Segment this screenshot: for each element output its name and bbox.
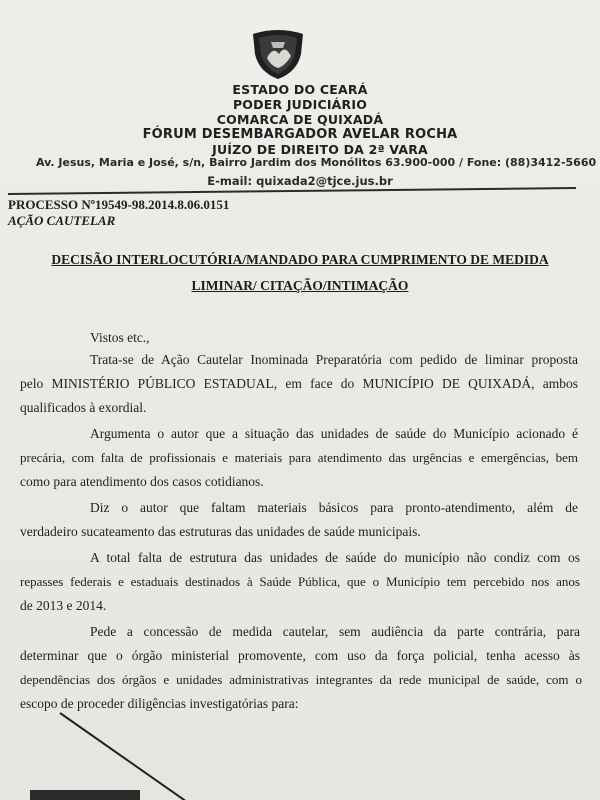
body-line: Argumenta o autor que a situação das unidades de saúde do Município acionado é <box>90 426 578 441</box>
decision-title-line1: DECISÃO INTERLOCUTÓRIA/MANDADO PARA CUMPRIMENTO DE MEDIDA <box>51 252 549 267</box>
header-state: ESTADO DO CEARÁ <box>232 82 368 97</box>
body-line: Vistos etc., <box>90 330 150 345</box>
body-line: de 2013 e 2014. <box>20 598 107 613</box>
header-comarca: COMARCA DE QUIXADÁ <box>216 112 384 127</box>
body-line: verdadeiro sucateamento das estruturas das unidades de saúde municipais. <box>20 524 421 539</box>
body-line: pelo MINISTÉRIO PÚBLICO ESTADUAL, em face do MUNICÍPIO DE QUIXADÁ, ambos <box>20 376 578 391</box>
body-line: dependências dos órgãos e unidades administrativas integrantes da rede municipal de saúde, com o <box>20 672 582 687</box>
header-divider <box>8 187 576 195</box>
header-address: Av. Jesus, Maria e José, s/n, Bairro Jardim dos Monólitos 63.900-000 / Fone: (88)3412-5660 <box>36 156 597 169</box>
case-type: AÇÃO CAUTELAR <box>8 213 116 228</box>
coat-of-arms-icon <box>249 28 307 80</box>
case-number: PROCESSO Nº19549-98.2014.8.06.0151 <box>8 197 230 212</box>
header-power: PODER JUDICIÁRIO <box>232 97 368 112</box>
body-line: repasses federais e estaduais destinados à Saúde Pública, que o Município tem percebido nos anos <box>20 574 580 589</box>
header-court: JUÍZO DE DIREITO DA 2ª VARA <box>212 142 428 157</box>
body-line: escopo de proceder diligências investigatórias para: <box>20 696 299 711</box>
decision-title-line2: LIMINAR/ CITAÇÃO/INTIMAÇÃO <box>191 278 409 293</box>
body-line: A total falta de estrutura das unidades de saúde do município não condiz com os <box>90 550 580 565</box>
header-email: E-mail: quixada2@tjce.jus.br <box>207 174 393 188</box>
body-line: como para atendimento dos casos cotidianos. <box>20 474 264 489</box>
body-line: precária, com falta de profissionais e materiais para atendimento das urgências e emergências, bem <box>20 450 578 465</box>
body-line: Diz o autor que faltam materiais básicos para pronto-atendimento, além de <box>90 500 578 515</box>
header-forum: FÓRUM DESEMBARGADOR AVELAR ROCHA <box>142 127 458 142</box>
body-line: Pede a concessão de medida cautelar, sem audiência da parte contrária, para <box>90 624 580 639</box>
pen-stroke <box>59 712 208 800</box>
body-line: determinar que o órgão ministerial promovente, com uso da força policial, tenha acesso às <box>20 648 580 663</box>
bottom-edge-mark <box>30 790 140 800</box>
body-line: qualificados à exordial. <box>20 400 147 415</box>
body-line: Trata-se de Ação Cautelar Inominada Preparatória com pedido de liminar proposta <box>90 352 578 367</box>
